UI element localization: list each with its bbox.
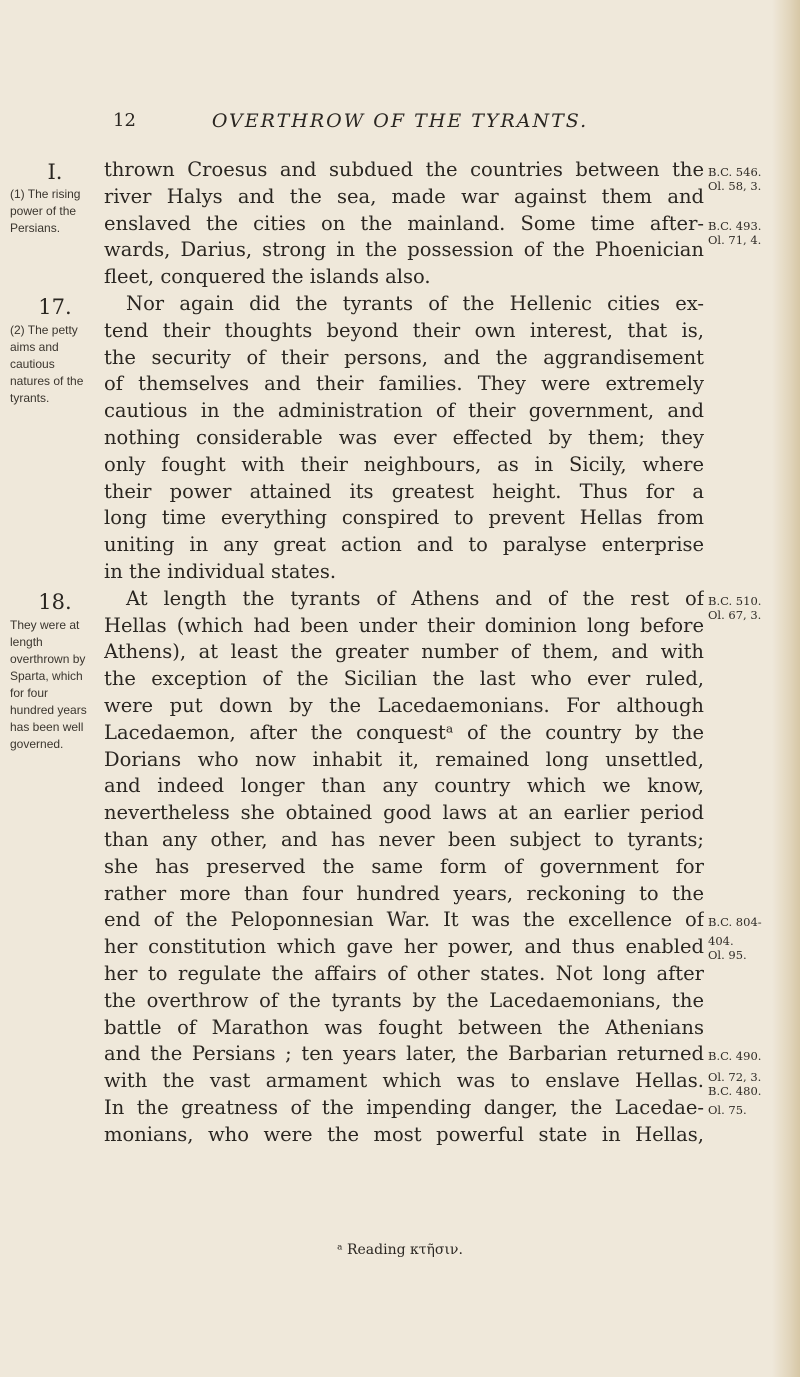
text-line: than any other, and has never been subject to tyrants; <box>104 827 704 851</box>
margin-date: Ol. 58, 3. <box>708 179 762 193</box>
margin-date: B.C. 493. <box>708 219 762 233</box>
text-line: she has preserved the same form of government for <box>104 854 704 878</box>
sidenote: (1) The rising power of the Persians. <box>10 187 81 235</box>
text-line: the exception of the Sicilian the last who ever ruled, <box>104 667 704 691</box>
margin-date: B.C. 510. <box>708 594 762 608</box>
margin-date: B.C. 490. <box>708 1049 762 1063</box>
section-number: 17. <box>38 295 72 319</box>
text-line: her constitution which gave her power, and thus enabled <box>104 935 704 959</box>
margin-date: B.C. 804- <box>708 915 762 929</box>
section-number: I. <box>47 160 63 184</box>
margin-date: Ol. 67, 3. <box>708 608 762 622</box>
text-line: Nor again did the tyrants of the Hellenic cities ex- <box>126 291 704 315</box>
footnote: ᵃ Reading κτῆσιν. <box>337 1242 463 1258</box>
text-line: rather more than four hundred years, reckoning to the <box>104 881 704 905</box>
text-line: only fought with their neighbours, as in Sicily, where <box>104 452 704 476</box>
text-line: Hellas (which had been under their dominion long before <box>104 613 704 637</box>
margin-date: B.C. 480. <box>708 1084 762 1098</box>
text-line: In the greatness of the impending danger, the Lacedae- <box>104 1095 704 1119</box>
text-line: with the vast armament which was to enslave Hellas. <box>104 1069 704 1093</box>
text-line: Dorians who now inhabit it, remained long unsettled, <box>104 747 704 771</box>
margin-date: Ol. 72, 3. <box>708 1070 762 1084</box>
body-text <box>104 157 704 1148</box>
text-line: long time everything conspired to prevent Hellas from <box>104 506 704 530</box>
text-line: tend their thoughts beyond their own interest, that is, <box>104 318 704 342</box>
text-line: At length the tyrants of Athens and of the rest of <box>126 586 704 610</box>
sidenote: (2) The petty aims and cautious natures of the tyrants. <box>10 323 84 405</box>
margin-date: Ol. 71, 4. <box>708 233 762 247</box>
text-line: and the Persians ; ten years later, the Barbarian returned <box>104 1042 704 1066</box>
page-header <box>0 110 800 140</box>
sidenote: They were at length overthrown by Sparta, which for four hundred years has been well governed. <box>10 618 87 751</box>
section-number: 18. <box>38 590 72 614</box>
text-line: cautious in the administration of their government, and <box>104 399 704 423</box>
text-line: enslaved the cities on the mainland. Some time after- <box>104 211 704 235</box>
text-line: Lacedaemon, after the conquestᵃ of the country by the <box>104 720 704 744</box>
text-line: the security of their persons, and the aggrandisement <box>104 345 704 369</box>
text-line: nothing considerable was ever effected by them; they <box>104 425 704 449</box>
text-line: of themselves and their families. They were extremely <box>104 372 704 396</box>
text-line: river Halys and the sea, made war against them and <box>104 184 704 208</box>
page-edge-shading <box>772 0 800 1377</box>
text-line: their power attained its greatest height. Thus for a <box>104 479 704 503</box>
text-line: her to regulate the affairs of other states. Not long after <box>104 961 704 985</box>
text-line: uniting in any great action and to paralyse enterprise <box>104 533 704 557</box>
text-line: end of the Peloponnesian War. It was the excellence of <box>104 908 704 932</box>
text-line: the overthrow of the tyrants by the Lacedaemonians, the <box>104 988 704 1012</box>
margin-date: Ol. 95. <box>708 948 747 962</box>
text-line: battle of Marathon was fought between the Athenians <box>104 1015 704 1039</box>
text-line: and indeed longer than any country which we know, <box>104 774 704 798</box>
text-line: in the individual states. <box>104 559 337 583</box>
page-number: 12 <box>113 110 136 131</box>
text-line: nevertheless she obtained good laws at an earlier period <box>104 801 704 825</box>
text-line: fleet, conquered the islands also. <box>104 265 431 289</box>
text-line: Athens), at least the greater number of them, and with <box>104 640 704 664</box>
margin-date: B.C. 546. <box>708 165 762 179</box>
text-line: wards, Darius, strong in the possession of the Phoenician <box>104 238 704 262</box>
text-line: were put down by the Lacedaemonians. For although <box>104 693 704 717</box>
margin-date: Ol. 75. <box>708 1103 747 1117</box>
margin-date: 404. <box>708 934 734 948</box>
text-line: thrown Croesus and subdued the countries between the <box>104 158 704 181</box>
text-line: monians, who were the most powerful state in Hellas, <box>104 1122 704 1146</box>
running-title: OVERTHROW OF THE TYRANTS. <box>211 110 589 132</box>
